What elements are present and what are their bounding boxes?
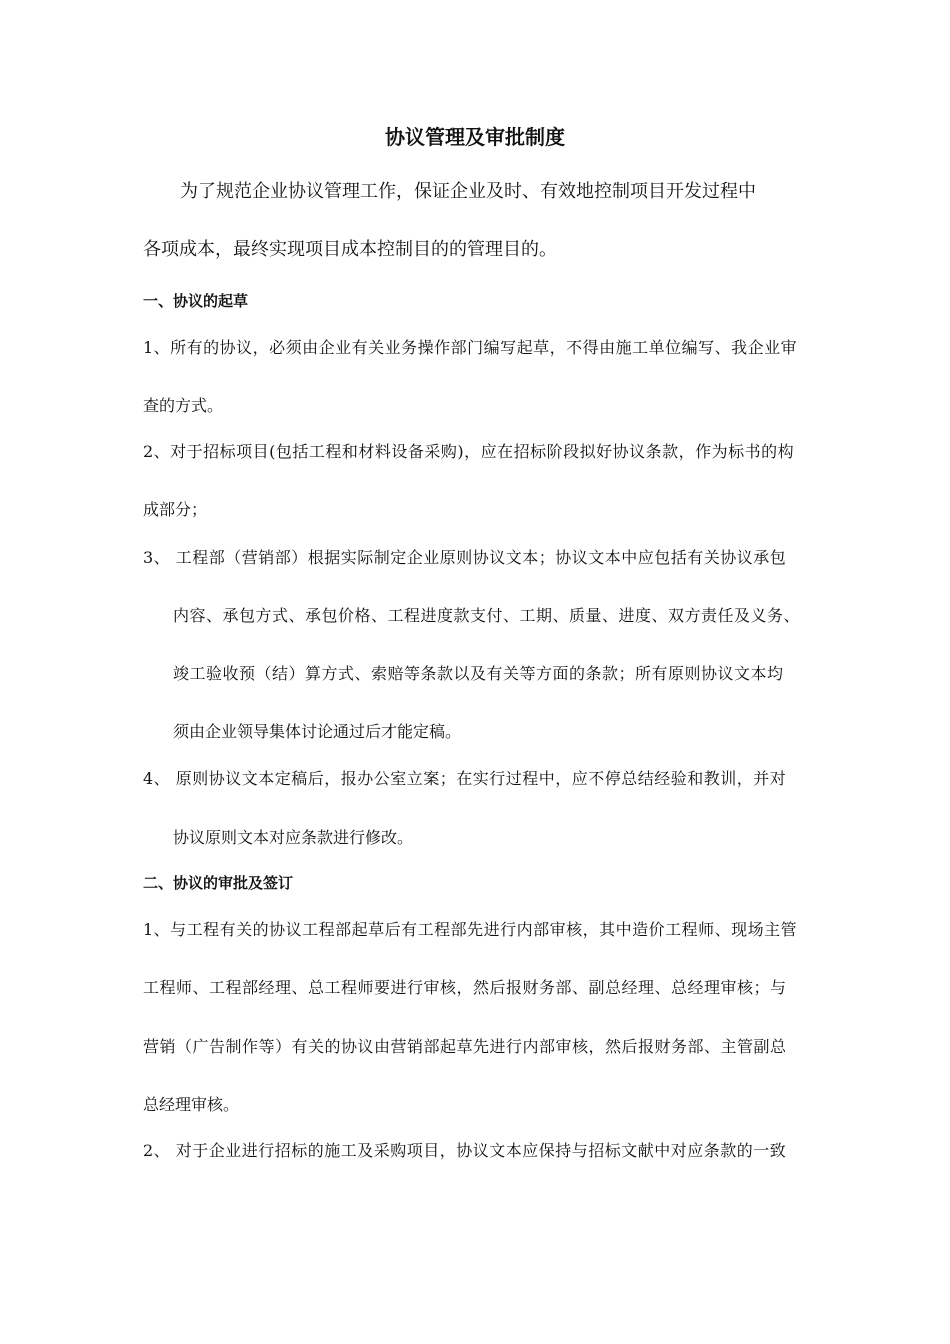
clause-line: 查的方式。 <box>143 396 224 415</box>
clause-line: 成部分； <box>143 500 208 519</box>
clause-line: 须由企业领导集体讨论通过后才能定稿。 <box>173 722 462 741</box>
clause-line: 3、 工程部（营销部）根据实际制定企业原则协议文本；协议文本中应包括有关协议承包 <box>143 548 787 567</box>
clause-line: 内容、承包方式、承包价格、工程进度款支付、工期、质量、进度、双方责任及义务、 <box>173 606 801 625</box>
section-heading: 二、协议的审批及签订 <box>143 874 294 892</box>
clause-line: 2、 对于企业进行招标的施工及采购项目，协议文本应保持与招标文献中对应条款的一致 <box>143 1141 787 1160</box>
clause-line: 2、对于招标项目(包括工程和材料设备采购)，应在招标阶段拟好协议条款，作为标书的构 <box>143 442 795 461</box>
intro-line: 为了规范企业协议管理工作，保证企业及时、有效地控制项目开发过程中 <box>180 181 756 202</box>
clause-line: 协议原则文本对应条款进行修改。 <box>173 828 414 847</box>
document-title: 协议管理及审批制度 <box>385 125 565 149</box>
intro-line: 各项成本，最终实现项目成本控制目的的管理目的。 <box>143 239 557 260</box>
section-heading: 一、协议的起草 <box>143 292 249 310</box>
clause-line: 竣工验收预（结）算方式、索赔等条款以及有关等方面的条款；所有原则协议文本均 <box>173 664 784 683</box>
clause-line: 总经理审核。 <box>143 1095 240 1114</box>
clause-line: 工程师、工程部经理、总工程师要进行审核，然后报财务部、副总经理、总经理审核；与 <box>143 978 787 997</box>
clause-line: 1、所有的协议，必须由企业有关业务操作部门编写起草，不得由施工单位编写、我企业审 <box>143 338 798 357</box>
clause-line: 营销（广告制作等）有关的协议由营销部起草先进行内部审核，然后报财务部、主管副总 <box>143 1037 787 1056</box>
clause-line: 4、 原则协议文本定稿后，报办公室立案；在实行过程中，应不停总结经验和教训，并对 <box>143 769 787 788</box>
clause-line: 1、与工程有关的协议工程部起草后有工程部先进行内部审核，其中造价工程师、现场主管 <box>143 920 798 939</box>
